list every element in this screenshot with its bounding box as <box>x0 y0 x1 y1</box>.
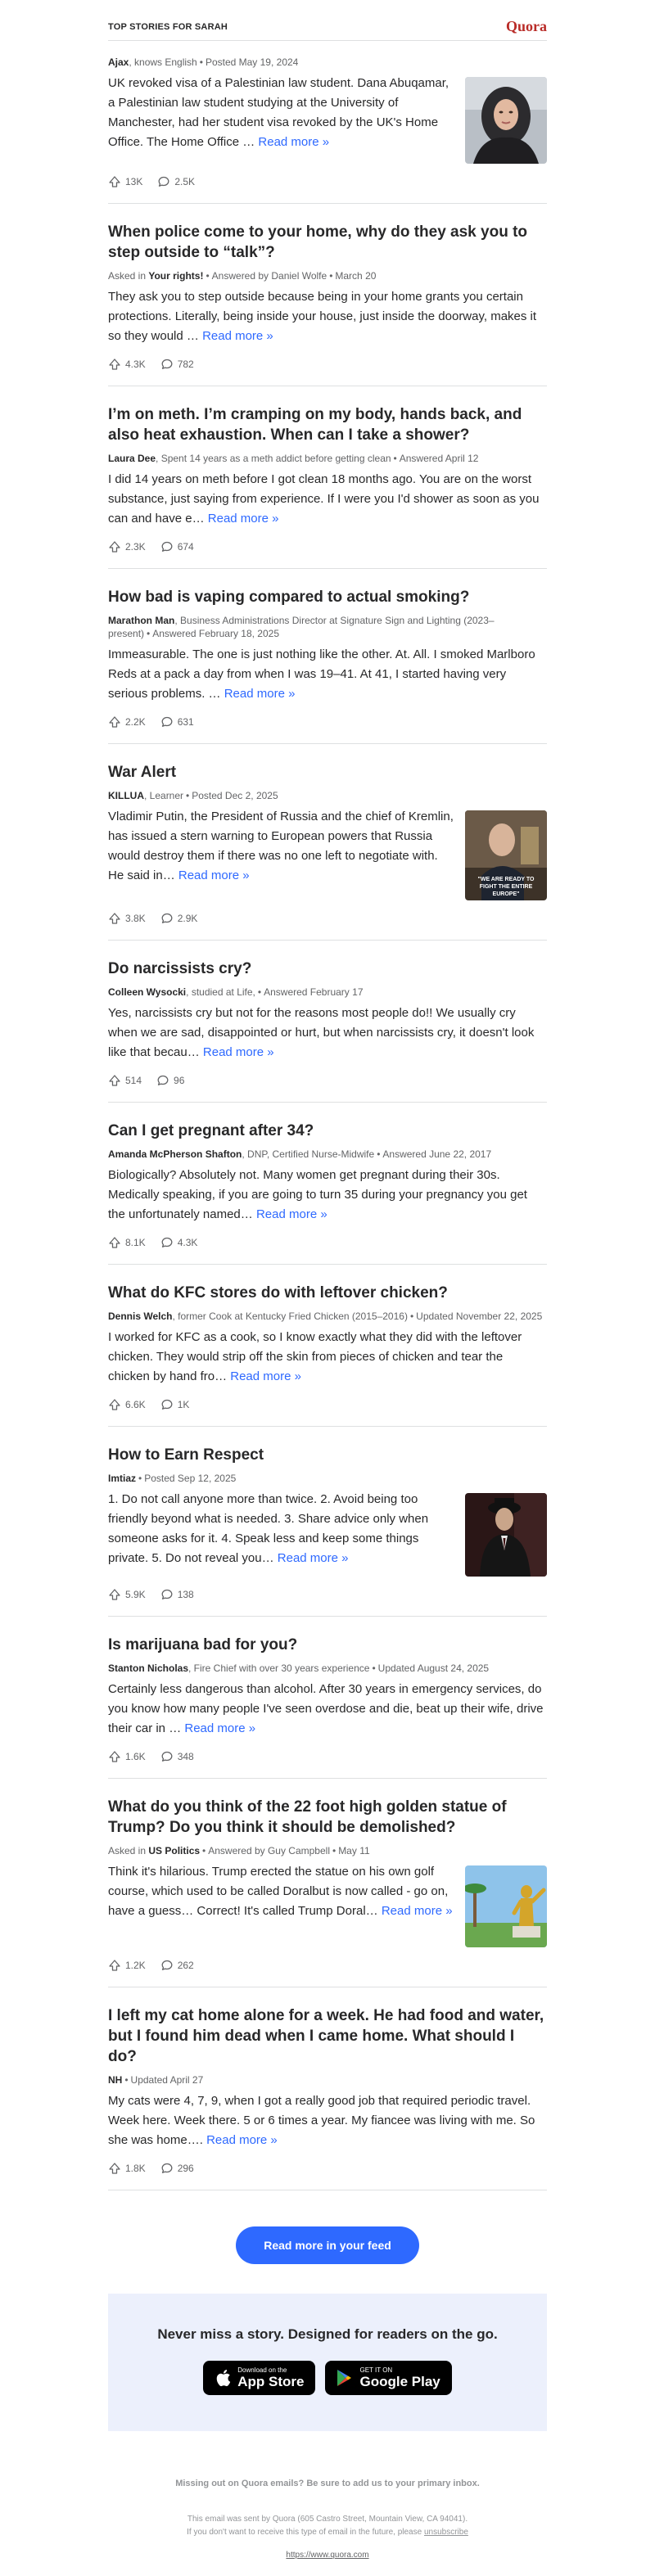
story-title[interactable]: Is marijuana bad for you? <box>108 1636 298 1653</box>
story-actions <box>108 175 547 188</box>
comment-icon <box>160 2162 174 2175</box>
comment-count: 2.5K <box>174 176 196 187</box>
story-title[interactable]: War Alert <box>108 764 177 781</box>
comment-count: 348 <box>177 1751 194 1762</box>
story-meta: NH • Updated April 27 <box>108 2074 204 2086</box>
story-meta: Colleen Wysocki, studied at Life, • Answered February 17 <box>108 986 364 998</box>
post-action-date: Answered June 22, 2017 <box>382 1148 492 1160</box>
author-credential: , former Cook at Kentucky Fried Chicken (2015–2016) <box>172 1311 408 1322</box>
upvote-count: 2.3K <box>125 541 146 553</box>
googleplay-small-text: GET IT ON <box>359 2366 393 2374</box>
story-actions <box>108 1750 547 1763</box>
comment-button[interactable] <box>160 1398 190 1411</box>
author-name[interactable]: Dennis Welch <box>108 1311 173 1322</box>
comment-icon <box>160 1588 174 1601</box>
story-excerpt[interactable] <box>108 287 547 346</box>
upvote-icon <box>108 1398 121 1411</box>
story-meta: Stanton Nicholas, Fire Chief with over 30 years experience • Updated August 24, 2025 <box>108 1662 490 1674</box>
story-actions <box>108 540 547 553</box>
story-list <box>108 41 547 2190</box>
story-body <box>108 1490 547 1577</box>
upvote-icon <box>108 1236 121 1249</box>
upvote-button[interactable] <box>108 540 146 553</box>
author-name[interactable]: Laura Dee <box>108 453 156 464</box>
upvote-icon <box>108 1959 121 1972</box>
story-body <box>108 645 547 704</box>
author-name[interactable]: Ajax <box>108 56 129 68</box>
story-body <box>108 2091 547 2150</box>
upvote-count: 6.6K <box>125 1399 146 1410</box>
story-card <box>108 1617 547 1779</box>
story-meta: Imtiaz • Posted Sep 12, 2025 <box>108 1473 237 1484</box>
asked-prefix: Asked in <box>108 1845 149 1856</box>
svg-text:"WE ARE READY TO: "WE ARE READY TO <box>477 877 535 882</box>
story-excerpt[interactable] <box>108 2091 547 2150</box>
story-actions <box>108 1959 547 1972</box>
comment-icon <box>160 715 174 729</box>
story-card <box>108 386 547 569</box>
upvote-button[interactable] <box>108 1588 146 1601</box>
story-actions <box>108 358 547 371</box>
upvote-count: 2.2K <box>125 716 146 728</box>
email-footer <box>0 2431 655 2576</box>
story-meta: KILLUA, Learner • Posted Dec 2, 2025 <box>108 790 278 801</box>
app-promo-banner <box>108 2294 547 2431</box>
story-image-putin-meme[interactable] <box>465 810 547 900</box>
story-body <box>108 74 547 164</box>
upvote-icon <box>108 540 121 553</box>
author-credential: , Spent 14 years as a meth addict before getting clean <box>156 453 391 464</box>
story-excerpt[interactable] <box>108 74 454 152</box>
excerpt-text: Certainly less dangerous than alcohol. After 30 years in emergency services, do you know how many people I've seen overdose and die, beat up their wife, drive their car in … <box>108 1682 544 1735</box>
comment-count: 4.3K <box>177 1237 198 1248</box>
comment-count: 782 <box>177 359 194 370</box>
post-action-date: Posted May 19, 2024 <box>205 56 299 68</box>
author-name[interactable]: Stanton Nicholas <box>108 1662 189 1674</box>
answered-by[interactable]: Answered by Daniel Wolfe <box>211 270 328 282</box>
upvote-button[interactable] <box>108 358 146 371</box>
excerpt-text: I worked for KFC as a cook, so I know exactly what they did with the leftover chicken. They would strip off the skin from pieces of chicken and tear the chicken by hand fro… <box>108 1330 522 1383</box>
upvote-icon <box>108 2162 121 2175</box>
store-badges <box>124 2361 531 2395</box>
google-play-icon <box>337 2369 353 2387</box>
excerpt-text: Think it's hilarious. Trump erected the statue on his own golf course, which used to be called Doralbut is now called - go on, have a guess… Correct! It's called Trump Doral… <box>108 1865 449 1918</box>
excerpt-text: Biologically? Absolutely not. Many women get pregnant during their 30s. Medically speaking, if you are going to turn 35 during your pregnancy you get the unfortunately named… <box>108 1168 527 1221</box>
author-name[interactable]: Colleen Wysocki <box>108 986 187 998</box>
comment-icon <box>160 358 174 371</box>
story-title[interactable]: Can I get pregnant after 34? <box>108 1122 314 1139</box>
story-body <box>108 1004 547 1062</box>
comment-icon <box>160 1398 174 1411</box>
story-body <box>108 470 547 529</box>
story-card <box>108 569 547 744</box>
story-meta: Asked in Your rights! • Answered by Daniel Wolfe • March 20 <box>108 270 377 282</box>
post-action-date: Answered April 12 <box>399 453 479 464</box>
author-name[interactable]: NH <box>108 2074 123 2086</box>
appstore-big-text: App Store <box>237 2374 305 2389</box>
read-more-link[interactable]: Read more » <box>206 2133 278 2147</box>
unsubscribe-link[interactable]: unsubscribe <box>423 2528 468 2537</box>
answered-by[interactable]: Answered by Guy Campbell <box>208 1845 330 1856</box>
comment-count: 1K <box>177 1399 190 1410</box>
read-more-link[interactable]: Read more » <box>202 1045 274 1059</box>
post-action-date: Updated November 22, 2025 <box>416 1311 543 1322</box>
comment-icon <box>160 540 174 553</box>
comment-button[interactable] <box>160 358 194 371</box>
read-more-feed-button[interactable]: Read more in your feed <box>236 2226 419 2264</box>
story-excerpt[interactable] <box>108 470 547 529</box>
svg-text:EUROPE": EUROPE" <box>492 891 520 897</box>
author-name[interactable]: Marathon Man <box>108 615 175 626</box>
story-excerpt[interactable] <box>108 1328 547 1387</box>
comment-count: 2.9K <box>177 913 198 924</box>
comment-count: 674 <box>177 541 194 553</box>
comment-count: 296 <box>177 2163 194 2174</box>
story-excerpt[interactable] <box>108 1166 547 1225</box>
upvote-count: 1.8K <box>125 2163 146 2174</box>
comment-button[interactable] <box>160 1959 194 1972</box>
answer-date: May 11 <box>338 1845 370 1856</box>
email-header <box>108 18 547 41</box>
post-action-date: Answered February 17 <box>264 986 364 998</box>
excerpt-text: Immeasurable. The one is just nothing like the other. At. All. I smoked Marlboro Reds at a pack a day from when I was 19–41. At 41, I started having very serious problems. … <box>108 647 535 701</box>
comment-count: 138 <box>177 1589 194 1600</box>
story-title[interactable]: I’m on meth. I’m cramping on my body, hands back, and also heat exhaustion. When can I take a shower? <box>108 406 522 444</box>
story-body <box>108 1862 547 1947</box>
inbox-notice: Missing out on Quora emails? Be sure to add us to your primary inbox. <box>175 2479 480 2488</box>
read-more-link[interactable]: Read more » <box>277 1551 349 1565</box>
read-more-link[interactable]: Read more » <box>255 1207 328 1221</box>
upvote-button[interactable] <box>108 1750 146 1763</box>
post-action-date: Answered February 18, 2025 <box>152 628 279 639</box>
story-actions <box>108 715 547 729</box>
upvote-button[interactable] <box>108 1236 146 1249</box>
comment-button[interactable] <box>160 540 194 553</box>
comment-button[interactable] <box>160 1588 194 1601</box>
upvote-button[interactable] <box>108 912 146 925</box>
comment-icon <box>160 1236 174 1249</box>
upvote-icon <box>108 715 121 729</box>
comment-icon <box>160 912 174 925</box>
story-card <box>108 941 547 1103</box>
author-credential: , DNP, Certified Nurse-Midwife <box>242 1148 375 1160</box>
comment-icon <box>160 1750 174 1763</box>
upvote-button[interactable] <box>108 1959 146 1972</box>
story-card <box>108 1987 547 2190</box>
app-store-badge[interactable] <box>203 2361 315 2395</box>
story-title[interactable]: I left my cat home alone for a week. He had food and water, but I found him dead when I came home. What should I do? <box>108 2007 544 2065</box>
post-action-date: Updated April 27 <box>130 2074 204 2086</box>
googleplay-big-text: Google Play <box>359 2374 440 2389</box>
upvote-icon <box>108 912 121 925</box>
apple-icon <box>215 2368 231 2388</box>
comment-button[interactable] <box>160 1236 198 1249</box>
svg-text:FIGHT THE ENTIRE: FIGHT THE ENTIRE <box>479 884 533 890</box>
excerpt-text: I did 14 years on meth before I got clean 18 months ago. You are on the worst substance, just saying from experience. If I were you I'd shower as soon as you can and have e… <box>108 472 540 526</box>
story-excerpt[interactable] <box>108 1680 547 1739</box>
read-more-link[interactable]: Read more » <box>258 135 330 149</box>
read-more-link[interactable]: Read more » <box>178 868 250 882</box>
email-container <box>108 0 547 2190</box>
author-credential: , studied at Life, <box>186 986 255 998</box>
story-excerpt[interactable] <box>108 1004 547 1062</box>
story-excerpt[interactable] <box>108 1490 454 1568</box>
story-meta: Amanda McPherson Shafton, DNP, Certified Nurse-Midwife • Answered June 22, 2017 <box>108 1148 492 1160</box>
sender-info: This email was sent by Quora (605 Castro Street, Mountain View, CA 94041). <box>187 2515 468 2524</box>
story-excerpt[interactable] <box>108 645 547 704</box>
answer-date: March 20 <box>335 270 377 282</box>
quora-logo[interactable]: Quora <box>505 18 547 34</box>
upvote-icon <box>108 1750 121 1763</box>
author-credential: , knows English <box>129 56 197 68</box>
story-body <box>108 807 547 900</box>
upvote-button[interactable] <box>108 2162 146 2175</box>
comment-button[interactable] <box>156 1074 184 1087</box>
story-meta: Marathon Man, Business Administrations Director at Signature Sign and Lighting (2023–present) • Answered February 18, 2025 <box>108 615 495 639</box>
comment-count: 262 <box>177 1960 194 1971</box>
upvote-count: 8.1K <box>125 1237 146 1248</box>
author-name[interactable]: Amanda McPherson Shafton <box>108 1148 242 1160</box>
author-credential: , Business Administrations Director at Signature Sign and Lighting (2023–present) <box>108 615 495 639</box>
upvote-count: 13K <box>125 176 143 187</box>
comment-count: 631 <box>177 716 194 728</box>
space-name[interactable]: Your rights! <box>148 270 204 282</box>
appstore-small-text: Download on the <box>237 2366 287 2374</box>
upvote-button[interactable] <box>108 1074 142 1087</box>
story-body <box>108 1680 547 1739</box>
story-card <box>108 1265 547 1427</box>
promo-title: Never miss a story. Designed for readers on the go. <box>157 2326 498 2342</box>
upvote-button[interactable] <box>108 175 142 188</box>
comment-button[interactable] <box>160 715 194 729</box>
story-meta: Laura Dee, Spent 14 years as a meth addict before getting clean • Answered April 12 <box>108 453 479 464</box>
story-excerpt[interactable] <box>108 807 454 886</box>
story-actions <box>108 1588 547 1601</box>
author-name[interactable]: KILLUA <box>108 790 144 801</box>
upvote-count: 1.2K <box>125 1960 146 1971</box>
upvote-button[interactable] <box>108 1398 146 1411</box>
post-action-date: Posted Dec 2, 2025 <box>192 790 278 801</box>
read-more-link[interactable]: Read more » <box>381 1904 453 1918</box>
story-actions <box>108 912 547 925</box>
upvote-count: 4.3K <box>125 359 146 370</box>
story-excerpt[interactable] <box>108 1862 454 1921</box>
read-more-link[interactable]: Read more » <box>184 1721 256 1735</box>
cta-section <box>0 2190 655 2294</box>
comment-icon <box>160 1959 174 1972</box>
story-card <box>108 1103 547 1265</box>
header-label: TOP STORIES FOR SARAH <box>108 21 228 32</box>
story-card <box>108 1779 547 1987</box>
asked-prefix: Asked in <box>108 270 149 282</box>
story-image-man-suit[interactable] <box>465 1493 547 1577</box>
comment-icon <box>157 175 170 188</box>
story-actions <box>108 2162 547 2175</box>
story-title[interactable]: What do you think of the 22 foot high golden statue of Trump? Do you think it should be demolished? <box>108 1798 507 1836</box>
story-body <box>108 1328 547 1387</box>
excerpt-text: Yes, narcissists cry but not for the reasons most people do!! We usually cry when we are sad, disappointed or hurt, but when narcissists cry, it doesn't look like that becau… <box>108 1006 535 1059</box>
story-actions <box>108 1398 547 1411</box>
author-name[interactable]: Imtiaz <box>108 1473 137 1484</box>
read-more-link[interactable]: Read more » <box>224 687 296 701</box>
excerpt-text: My cats were 4, 7, 9, when I got a really good job that required periodic travel. Week here. Week there. 5 or 6 times a year. My fiancee was living with me. So she was home…. <box>108 2094 535 2147</box>
story-card <box>108 41 547 204</box>
unsubscribe-line <box>0 2526 655 2539</box>
quora-site-link[interactable]: https://www.quora.com <box>286 2551 369 2560</box>
excerpt-text: 1. Do not call anyone more than twice. 2. Avoid being too friendly beyond what is needed. 3. Share advice only when someone asks for it. 4. Speak less and keep some things private. 5. Do not reveal you… <box>108 1492 429 1565</box>
story-body <box>108 1166 547 1225</box>
story-meta: Dennis Welch, former Cook at Kentucky Fried Chicken (2015–2016) • Updated November 22, 2025 <box>108 1311 543 1322</box>
comment-button[interactable] <box>157 175 195 188</box>
upvote-count: 514 <box>125 1075 142 1086</box>
upvote-count: 3.8K <box>125 913 146 924</box>
comment-button[interactable] <box>160 1750 194 1763</box>
upvote-icon <box>108 358 121 371</box>
upvote-button[interactable] <box>108 715 146 729</box>
comment-icon <box>156 1074 169 1087</box>
post-action-date: Updated August 24, 2025 <box>377 1662 490 1674</box>
author-credential: , Learner <box>144 790 184 801</box>
excerpt-text: Vladimir Putin, the President of Russia and the chief of Kremlin, has issued a stern warning to European powers that Russia would destroy them if there was no one left to negotiate with. He said in… <box>108 810 454 882</box>
read-more-link[interactable]: Read more » <box>207 512 279 526</box>
excerpt-text: They ask you to step outside because being in your home grants you certain protections. Literally, being inside your house, just inside the doorway, makes it so they would … <box>108 290 537 343</box>
story-title[interactable]: How to Earn Respect <box>108 1446 264 1464</box>
story-card <box>108 1427 547 1617</box>
google-play-badge[interactable] <box>325 2361 451 2395</box>
upvote-icon <box>108 1588 121 1601</box>
story-image-woman-hijab[interactable] <box>465 77 547 164</box>
author-credential: , Fire Chief with over 30 years experience <box>188 1662 370 1674</box>
read-more-link[interactable]: Read more » <box>230 1369 301 1383</box>
upvote-icon <box>108 175 121 188</box>
excerpt-text: UK revoked visa of a Palestinian law student. Dana Abuqamar, a Palestinian law student studying at the University of Manchester, had her student visa revoked by the UK's Home Office. The Home Office … <box>108 76 449 149</box>
story-meta: Ajax, knows English • Posted May 19, 2024 <box>108 56 299 68</box>
unsubscribe-prefix: If you don't want to receive this type of email in the future, please <box>187 2528 424 2537</box>
story-title[interactable]: When police come to your home, why do they ask you to step outside to “talk”? <box>108 223 528 261</box>
comment-count: 96 <box>174 1075 185 1086</box>
upvote-count: 5.9K <box>125 1589 146 1600</box>
story-title[interactable]: Do narcissists cry? <box>108 960 252 977</box>
upvote-count: 1.6K <box>125 1751 146 1762</box>
story-title[interactable]: What do KFC stores do with leftover chicken? <box>108 1284 448 1302</box>
story-card <box>108 744 547 941</box>
story-image-golden-statue[interactable] <box>465 1865 547 1947</box>
story-card <box>108 204 547 386</box>
upvote-icon <box>108 1074 121 1087</box>
comment-button[interactable] <box>160 912 198 925</box>
story-meta: Asked in US Politics • Answered by Guy Campbell • May 11 <box>108 1845 370 1856</box>
story-title[interactable]: How bad is vaping compared to actual smoking? <box>108 589 470 606</box>
story-actions <box>108 1074 547 1087</box>
post-action-date: Posted Sep 12, 2025 <box>144 1473 237 1484</box>
read-more-link[interactable]: Read more » <box>202 329 273 343</box>
space-name[interactable]: US Politics <box>148 1845 201 1856</box>
comment-button[interactable] <box>160 2162 194 2175</box>
story-actions <box>108 1236 547 1249</box>
story-body <box>108 287 547 346</box>
